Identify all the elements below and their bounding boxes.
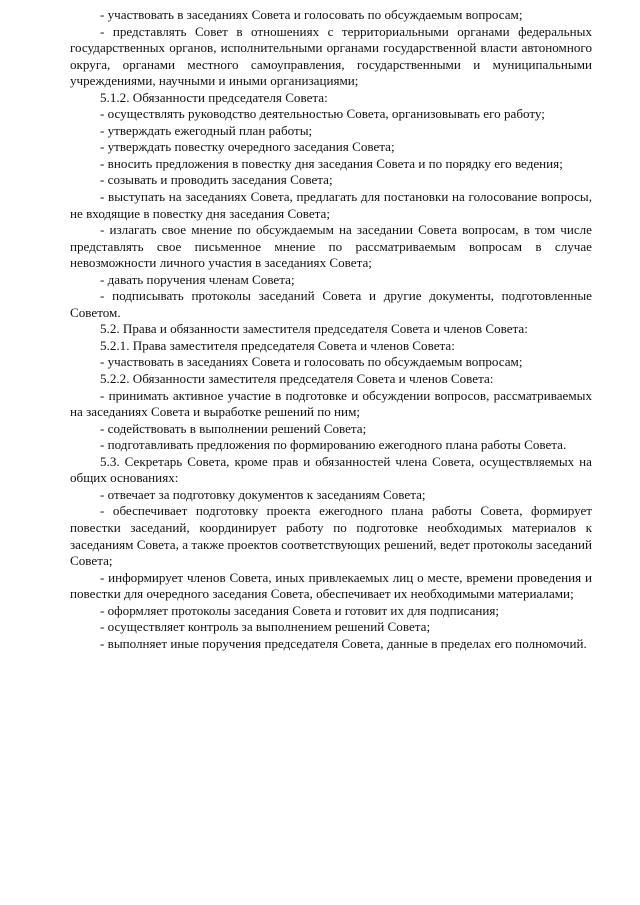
paragraph-5-1-2-heading: 5.1.2. Обязанности председателя Совета: xyxy=(100,89,328,105)
paragraph-secretary-plan: - обеспечивает подготовку проекта ежегодного плана работы Совета, формирует повестки заседаний, координирует работу по подготовке необходимых материалов к заседаниям Совета, а также проектов соответствующих решений, ведет протоколы заседаний Совета; xyxy=(70,503,592,569)
paragraph-council-member-right-represent: - представлять Совет в отношениях с территориальными органами федеральных государственных органов, исполнительными органами государственной власти автономного округа, органами местного самоуправления, государственными и муниципальными учреждениями, научными и иными организациями; xyxy=(70,23,592,89)
paragraph-5-3-heading: 5.3. Секретарь Совета, кроме прав и обязанностей члена Совета, осуществляемых на общих основаниях: xyxy=(70,453,592,486)
paragraph-5-2-2-heading: 5.2.2. Обязанности заместителя председателя Совета и членов Совета: xyxy=(100,371,494,387)
paragraph-chair-duty-agenda: - утверждать повестку очередного заседания Совета; xyxy=(100,139,395,155)
paragraph-deputy-duty-propose-plan: - подготавливать предложения по формированию ежегодного плана работы Совета. xyxy=(100,437,567,453)
paragraph-secretary-documents: - отвечает за подготовку документов к заседаниям Совета; xyxy=(100,486,426,502)
paragraph-deputy-duty-assist: - содействовать в выполнении решений Совета; xyxy=(100,420,367,436)
document-page xyxy=(70,7,592,652)
paragraph-chair-duty-lead: - осуществлять руководство деятельностью Совета, организовывать его работу; xyxy=(100,106,545,122)
paragraph-secretary-other: - выполняет иные поручения председателя Совета, данные в пределах его полномочий. xyxy=(100,635,587,651)
paragraph-secretary-inform: - информирует членов Совета, иных привлекаемых лиц о месте, времени проведения и повестки для очередного заседания Совета, обеспечивает их необходимыми материалами; xyxy=(70,569,592,602)
paragraph-chair-duty-convene: - созывать и проводить заседания Совета; xyxy=(100,172,333,188)
paragraph-deputy-duty-participate: - принимать активное участие в подготовке и обсуждении вопросов, рассматриваемых на заседаниях Совета и выработке решений по ним; xyxy=(70,387,592,420)
paragraph-chair-duty-opinion: - излагать свое мнение по обсуждаемым на заседании Совета вопросам, в том числе представлять свое письменное мнение по рассматриваемым вопросам в случае невозможности личного участия в заседаниях Совета; xyxy=(70,222,592,271)
paragraph-chair-duty-proposals: - вносить предложения в повестку дня заседания Совета и по порядку его ведения; xyxy=(100,155,563,171)
paragraph-council-member-right-vote: - участвовать в заседаниях Совета и голосовать по обсуждаемым вопросам; xyxy=(100,7,523,22)
paragraph-5-2-heading: 5.2. Права и обязанности заместителя председателя Совета и членов Совета: xyxy=(100,321,528,337)
paragraph-5-2-1-heading: 5.2.1. Права заместителя председателя Совета и членов Совета: xyxy=(100,337,455,353)
paragraph-secretary-protocols: - оформляет протоколы заседания Совета и готовит их для подписания; xyxy=(100,602,500,618)
paragraph-chair-duty-instructions: - давать поручения членам Совета; xyxy=(100,271,295,287)
paragraph-secretary-control: - осуществляет контроль за выполнением решений Совета; xyxy=(100,619,431,635)
paragraph-chair-duty-plan: - утверждать ежегодный план работы; xyxy=(100,122,313,138)
paragraph-chair-duty-speak: - выступать на заседаниях Совета, предлагать для постановки на голосование вопросы, не входящие в повестку дня заседания Совета; xyxy=(70,189,592,221)
paragraph-deputy-right-vote: - участвовать в заседаниях Совета и голосовать по обсуждаемым вопросам; xyxy=(100,354,523,370)
paragraph-chair-duty-sign: - подписывать протоколы заседаний Совета и другие документы, подготовленные Советом. xyxy=(70,288,592,320)
